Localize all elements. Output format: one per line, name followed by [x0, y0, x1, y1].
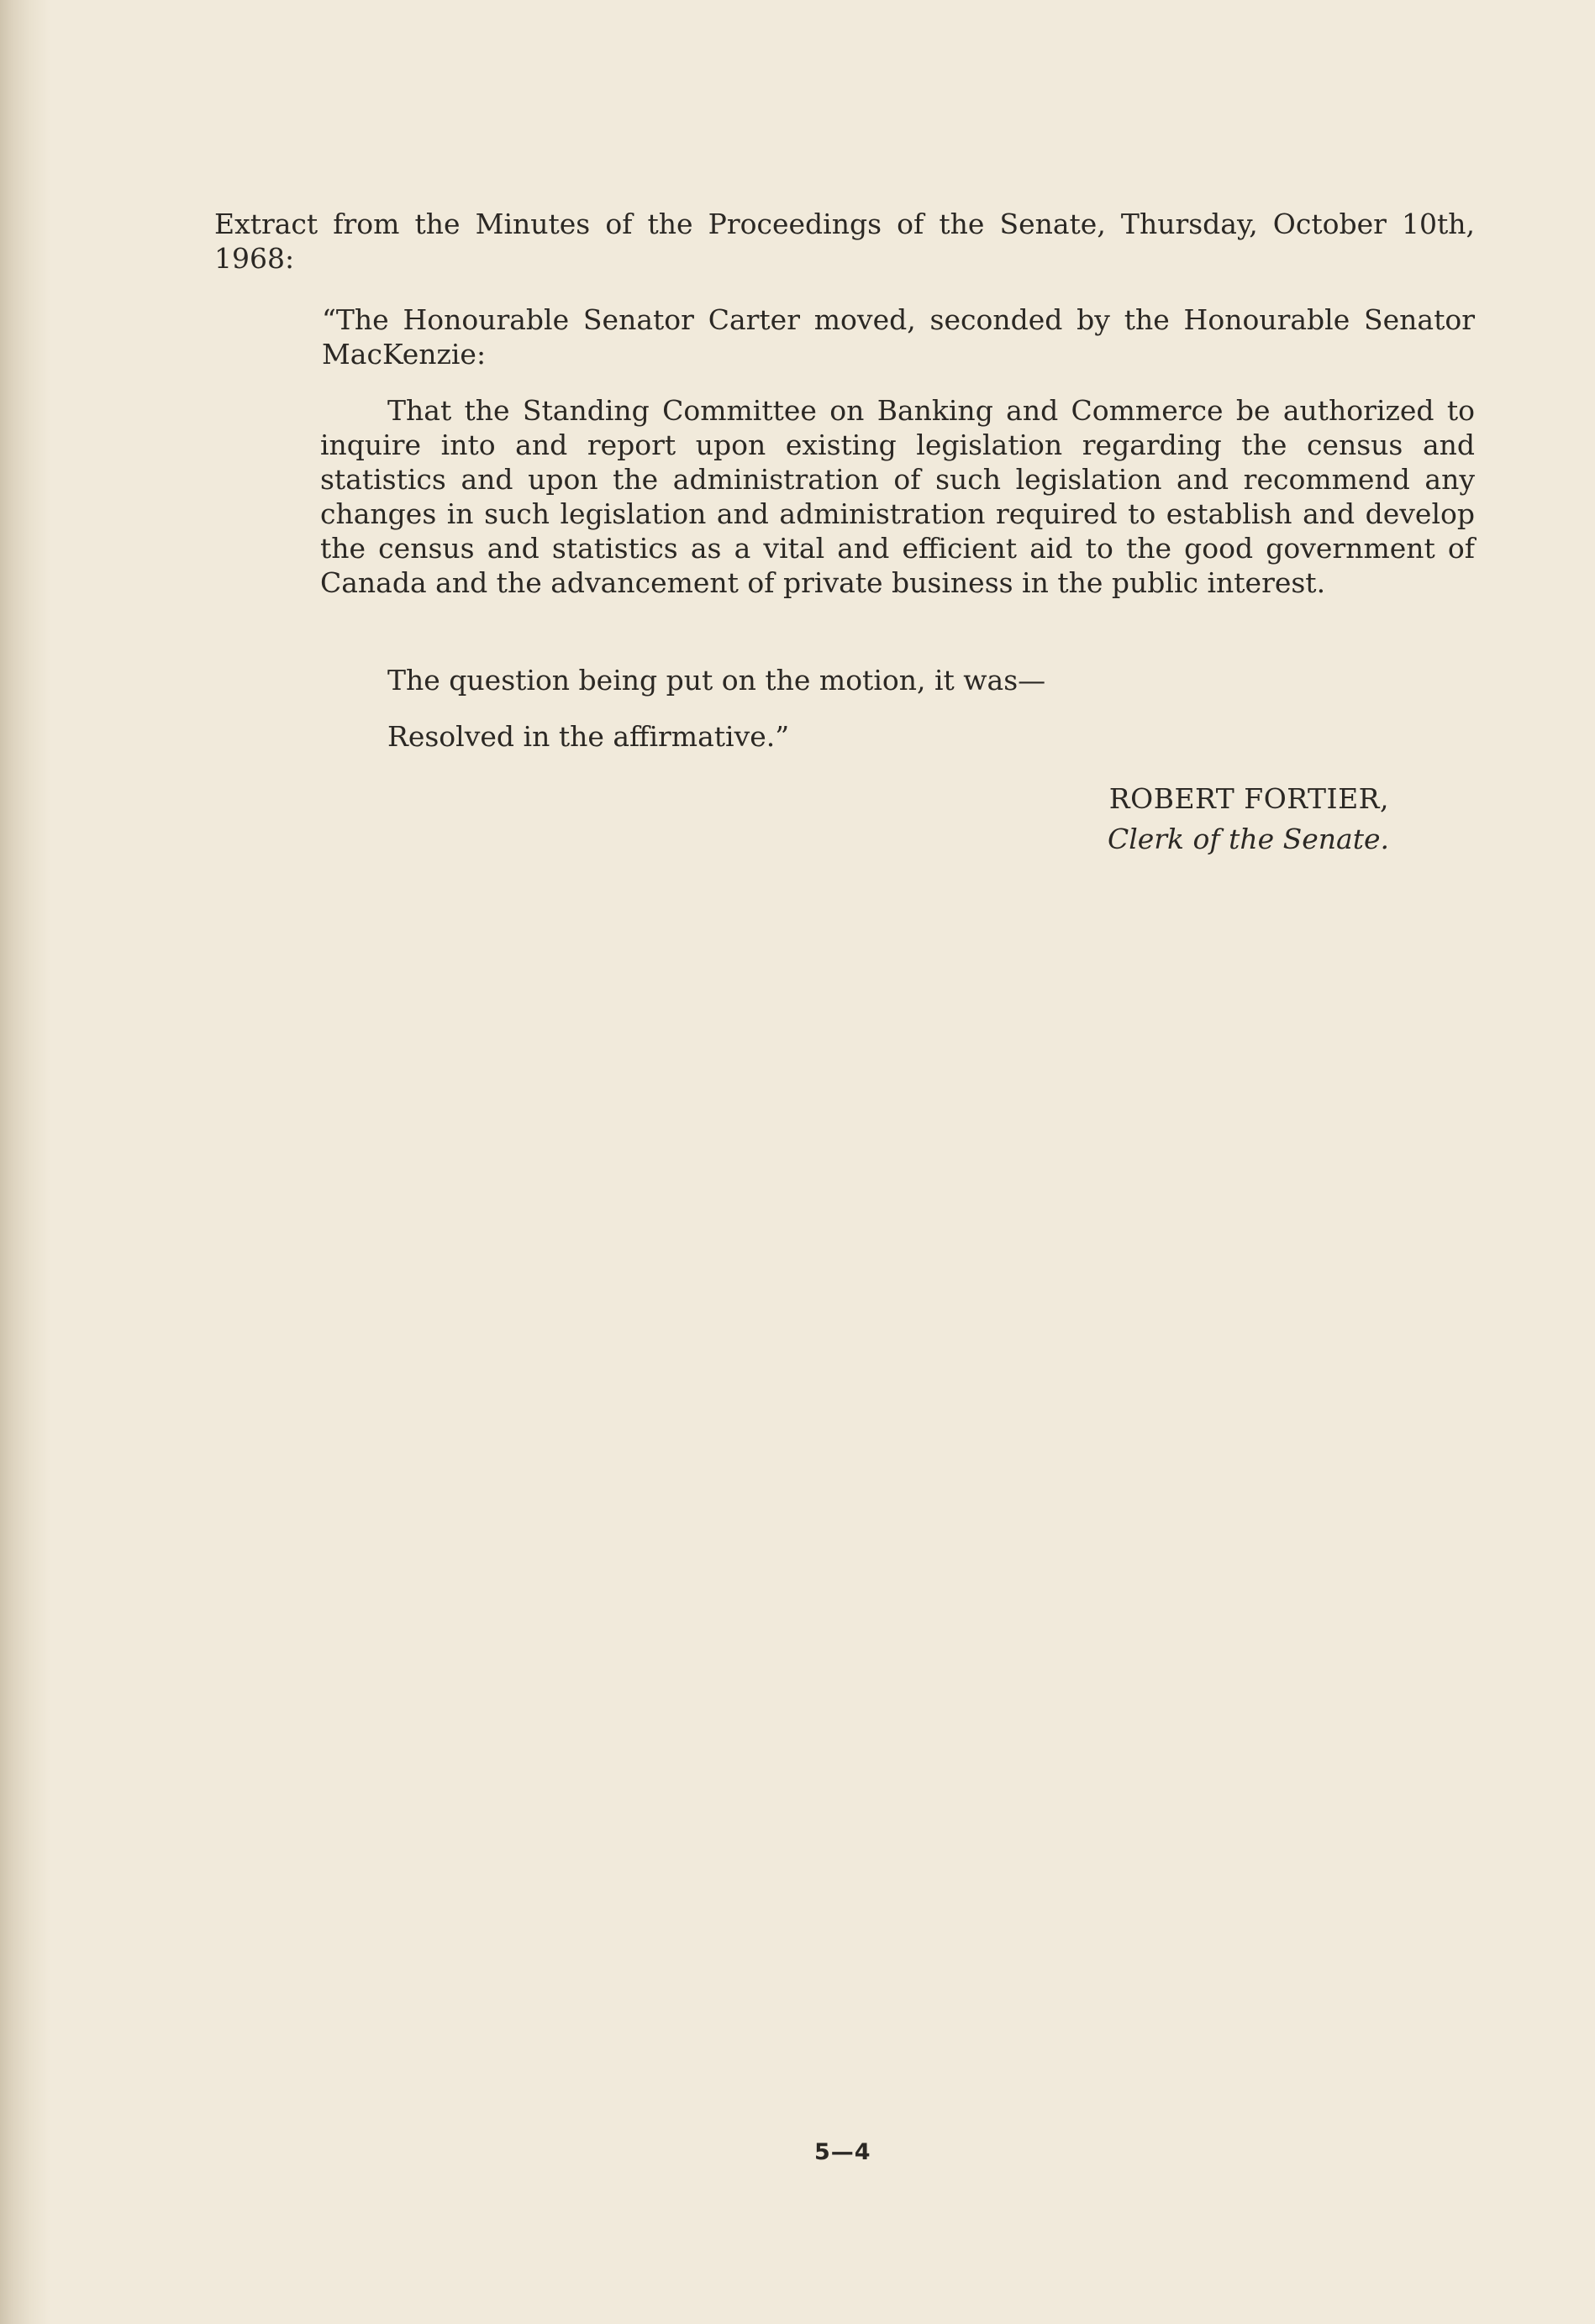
motion-opening: “The Honourable Senator Carter moved, seconded by the Honourable Senator MacKenzie:	[322, 303, 1475, 371]
signatory-name: ROBERT FORTIER,	[1108, 782, 1389, 815]
motion-body: That the Standing Committee on Banking and Commerce be authorized to inquire into and report upon existing legislation regarding the census and statistics and upon the administration of such legislation and recommend any changes in such legislation and administration required to establish and develop the census and statistics as a vital and efficient aid to the good government of Canada and the advancement of private business in the public interest.	[320, 394, 1475, 599]
resolution-line: Resolved in the affirmative.”	[387, 720, 790, 753]
signatory-title: Clerk of the Senate.	[1107, 823, 1389, 855]
signature-block	[1108, 779, 1389, 860]
question-line: The question being put on the motion, it was—	[387, 664, 1046, 697]
page-number: 5—4	[814, 2139, 871, 2165]
extract-intro: Extract from the Minutes of the Proceedings of the Senate, Thursday, October 10th, 1968:	[214, 208, 1475, 275]
